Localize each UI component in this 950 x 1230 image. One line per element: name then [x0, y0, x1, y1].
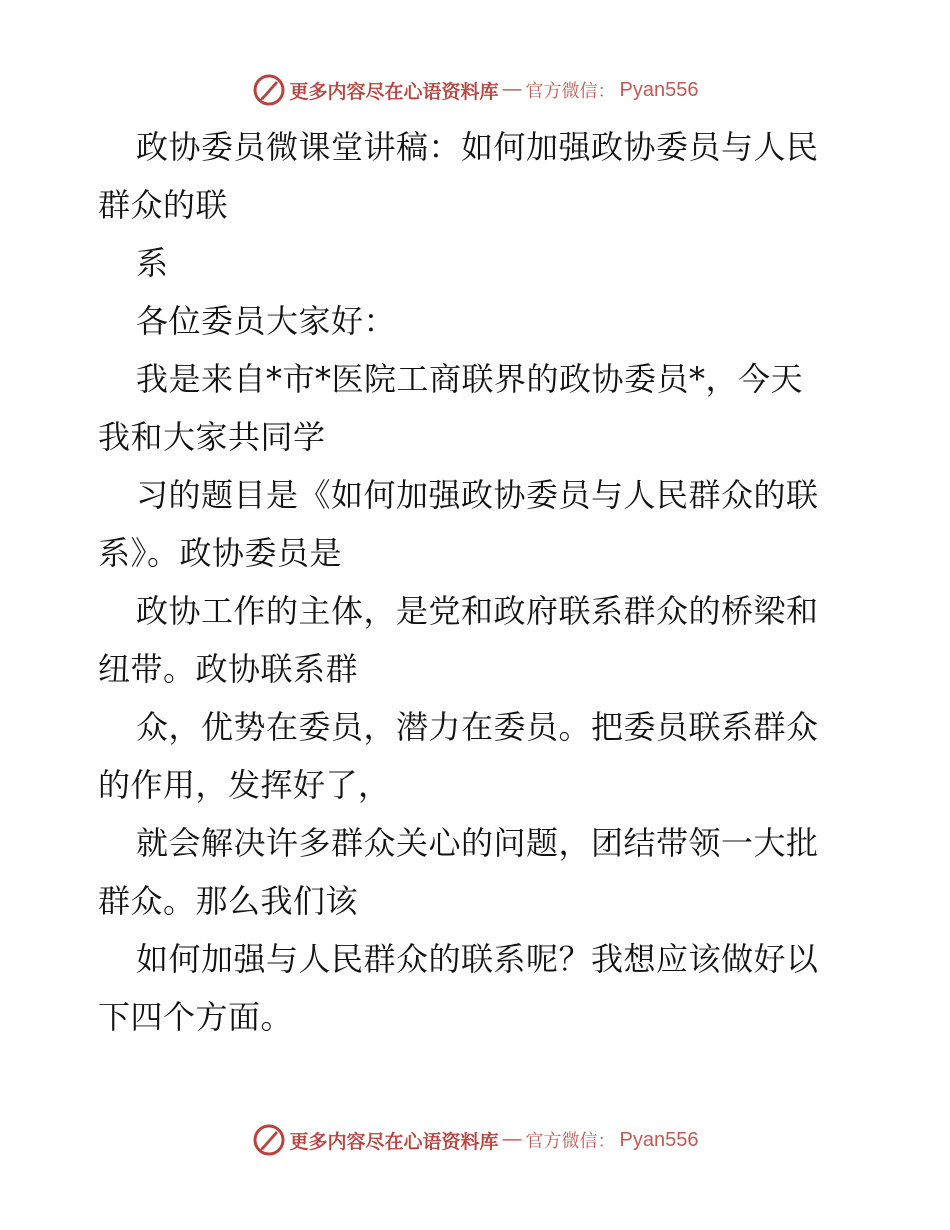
paragraph-line: 群众。那么我们该 — [98, 882, 359, 920]
paragraph-line: 纽带。政协联系群 — [98, 650, 359, 688]
paragraph-line: 习的题目是《如何加强政协委员与人民群众的联 — [136, 476, 819, 514]
watermark-label: 官方微信： — [525, 81, 616, 102]
paragraph-line: 政协工作的主体，是党和政府联系群众的桥梁和 — [136, 592, 819, 630]
watermark-main-text: 更多内容尽在心语资料库 — [289, 1130, 499, 1153]
document-body — [98, 118, 858, 1046]
paragraph-line: 的作用，发挥好了， — [98, 766, 391, 804]
header-watermark — [0, 70, 950, 110]
watermark-separator: — — [502, 79, 522, 100]
quill-logo-icon — [252, 1123, 286, 1157]
title-line-2: 群众的联 — [98, 186, 229, 224]
watermark-separator: — — [502, 1129, 522, 1150]
paragraph-line: 众，优势在委员，潜力在委员。把委员联系群众 — [136, 708, 819, 746]
paragraph-line: 系》。政协委员是 — [98, 534, 343, 572]
paragraph-line: 如何加强与人民群众的联系呢？我想应该做好以 — [136, 940, 819, 978]
footer-watermark — [0, 1120, 950, 1160]
paragraph-line: 下四个方面。 — [98, 998, 294, 1036]
watermark-wechat-id: Pyan556 — [619, 78, 699, 101]
watermark-label: 官方微信： — [525, 1131, 616, 1152]
watermark-main-text: 更多内容尽在心语资料库 — [289, 80, 499, 103]
quill-logo-icon — [252, 73, 286, 107]
paragraph-line: 就会解决许多群众关心的问题，团结带领一大批 — [136, 824, 819, 862]
paragraph-line: 我和大家共同学 — [98, 418, 326, 456]
greeting-line: 各位委员大家好： — [136, 302, 397, 340]
watermark-wechat-id: Pyan556 — [619, 1128, 699, 1151]
paragraph-line: 我是来自*市*医院工商联界的政协委员*，今天 — [136, 360, 804, 398]
title-line-1: 政协委员微课堂讲稿：如何加强政协委员与人民 — [136, 128, 819, 166]
title-line-3: 系 — [136, 244, 169, 282]
